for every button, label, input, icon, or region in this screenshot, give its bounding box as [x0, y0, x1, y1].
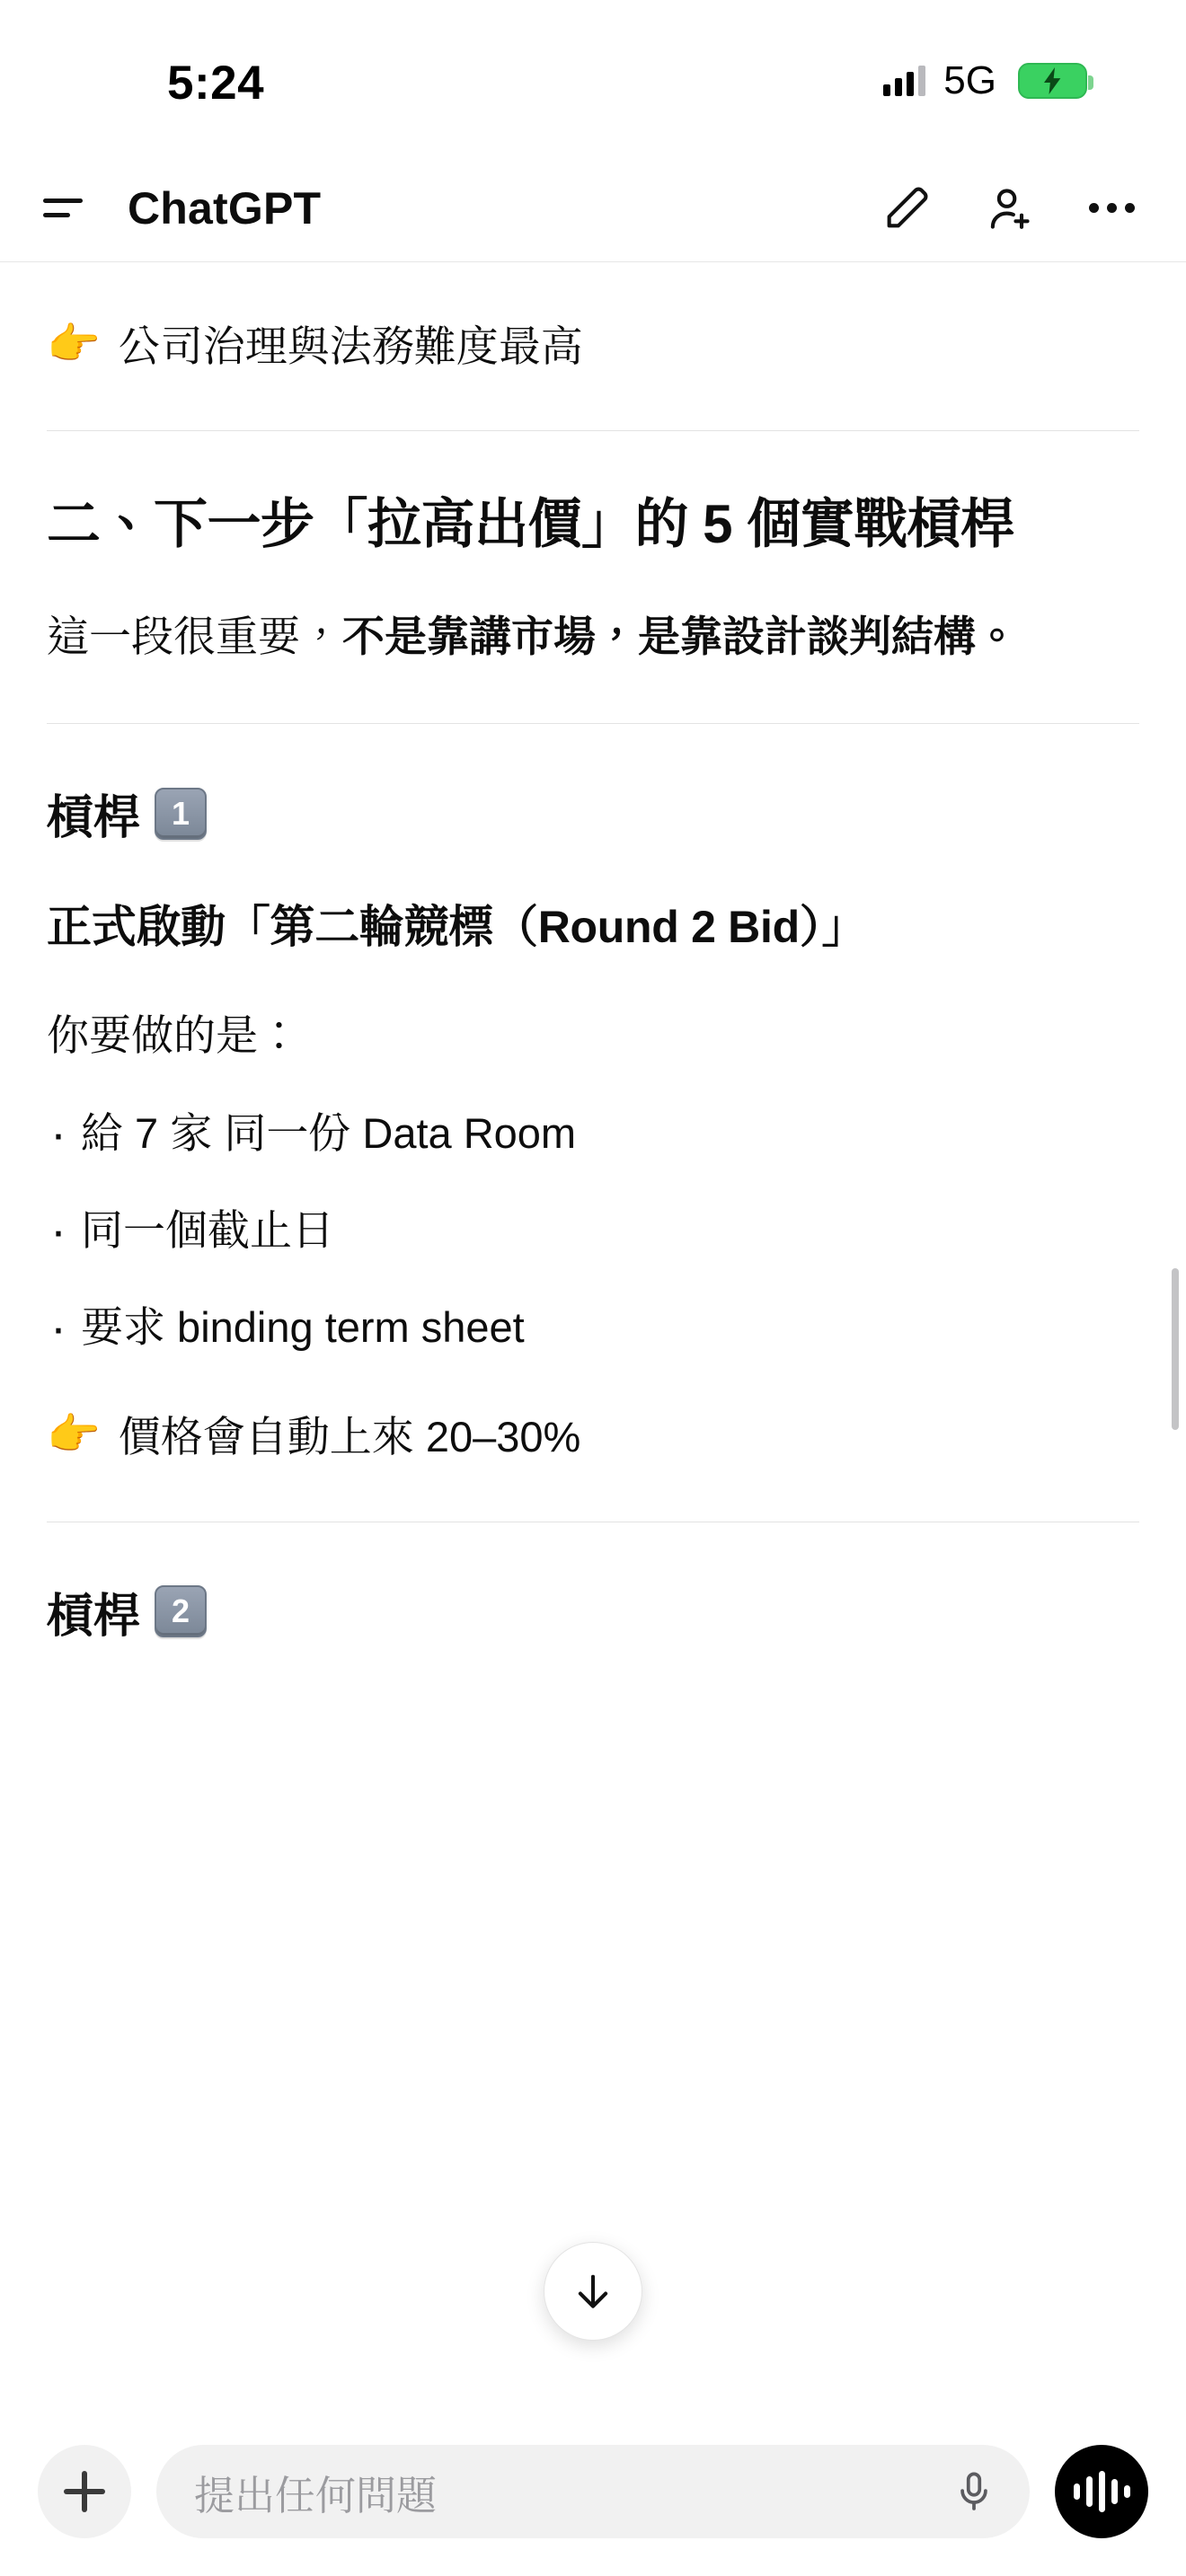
status-bar-clock: 5:24	[167, 57, 265, 110]
lever-1-heading: 正式啟動「第二輪競標（Round 2 Bid）」	[47, 902, 867, 953]
keycap-one-icon: 1	[155, 788, 207, 840]
list-item: · 要求 binding term sheet	[47, 1298, 1139, 1357]
lever-1-title	[47, 780, 1139, 847]
hamburger-menu-icon[interactable]	[43, 183, 93, 234]
message-composer	[0, 2407, 1186, 2576]
top-bullet-line	[47, 318, 1139, 375]
section-intro	[47, 606, 1139, 667]
lever-2-title	[47, 1578, 1139, 1645]
new-chat-compose-icon[interactable]	[879, 181, 934, 236]
status-bar-indicators	[883, 56, 1087, 106]
cellular-signal-icon	[883, 66, 925, 96]
section-intro-bold: 不是靠講市場，是靠設計談判結構。	[342, 613, 1018, 661]
pointing-right-emoji-icon: 👉	[47, 321, 101, 368]
lever-label: 槓桿	[47, 792, 141, 845]
lever-1-bullet-list	[47, 1104, 1139, 1356]
message-input-pill[interactable]	[156, 2445, 1030, 2538]
voice-mode-button[interactable]	[1055, 2445, 1148, 2538]
page-title: ChatGPT	[128, 182, 322, 234]
keycap-two-icon: 2	[155, 1585, 207, 1637]
plus-attachment-icon[interactable]	[38, 2445, 131, 2538]
pointing-right-emoji-icon: 👉	[47, 1411, 101, 1460]
list-item: · 同一個截止日	[47, 1201, 1139, 1260]
list-item: · 給 7 家 同一份 Data Room	[47, 1104, 1139, 1163]
message-input-placeholder[interactable]: 提出任何問題	[194, 2472, 438, 2519]
lever-1-result-line	[47, 1408, 1139, 1465]
divider	[47, 723, 1139, 724]
voice-mode-waveform-icon	[1074, 2471, 1130, 2512]
conversation-thread[interactable]	[0, 262, 1186, 2407]
arrow-down-icon	[570, 2268, 616, 2315]
lever-1-intro: 你要做的是：	[47, 1010, 300, 1059]
lever-1-result-text: 價格會自動上來 20–30%	[118, 1413, 581, 1461]
app-header	[0, 154, 1186, 262]
assistant-message	[47, 262, 1139, 1645]
battery-charging-icon	[1018, 63, 1087, 99]
status-bar	[0, 0, 1186, 154]
top-bullet-text: 公司治理與法務難度最高	[118, 322, 583, 370]
add-person-icon[interactable]	[981, 181, 1037, 236]
section-intro-plain: 這一段很重要，	[47, 613, 342, 661]
microphone-icon[interactable]	[949, 2466, 999, 2517]
network-type-label: 5G	[943, 58, 996, 102]
header-actions	[879, 181, 1139, 236]
divider	[47, 430, 1139, 431]
section-heading: 二、下一步「拉高出價」的 5 個實戰槓桿	[47, 494, 1014, 555]
scroll-to-bottom-button[interactable]	[544, 2242, 642, 2341]
lever-label: 槓桿	[47, 1590, 141, 1643]
scrollbar-thumb[interactable]	[1172, 1268, 1179, 1430]
more-options-icon[interactable]	[1084, 181, 1139, 236]
